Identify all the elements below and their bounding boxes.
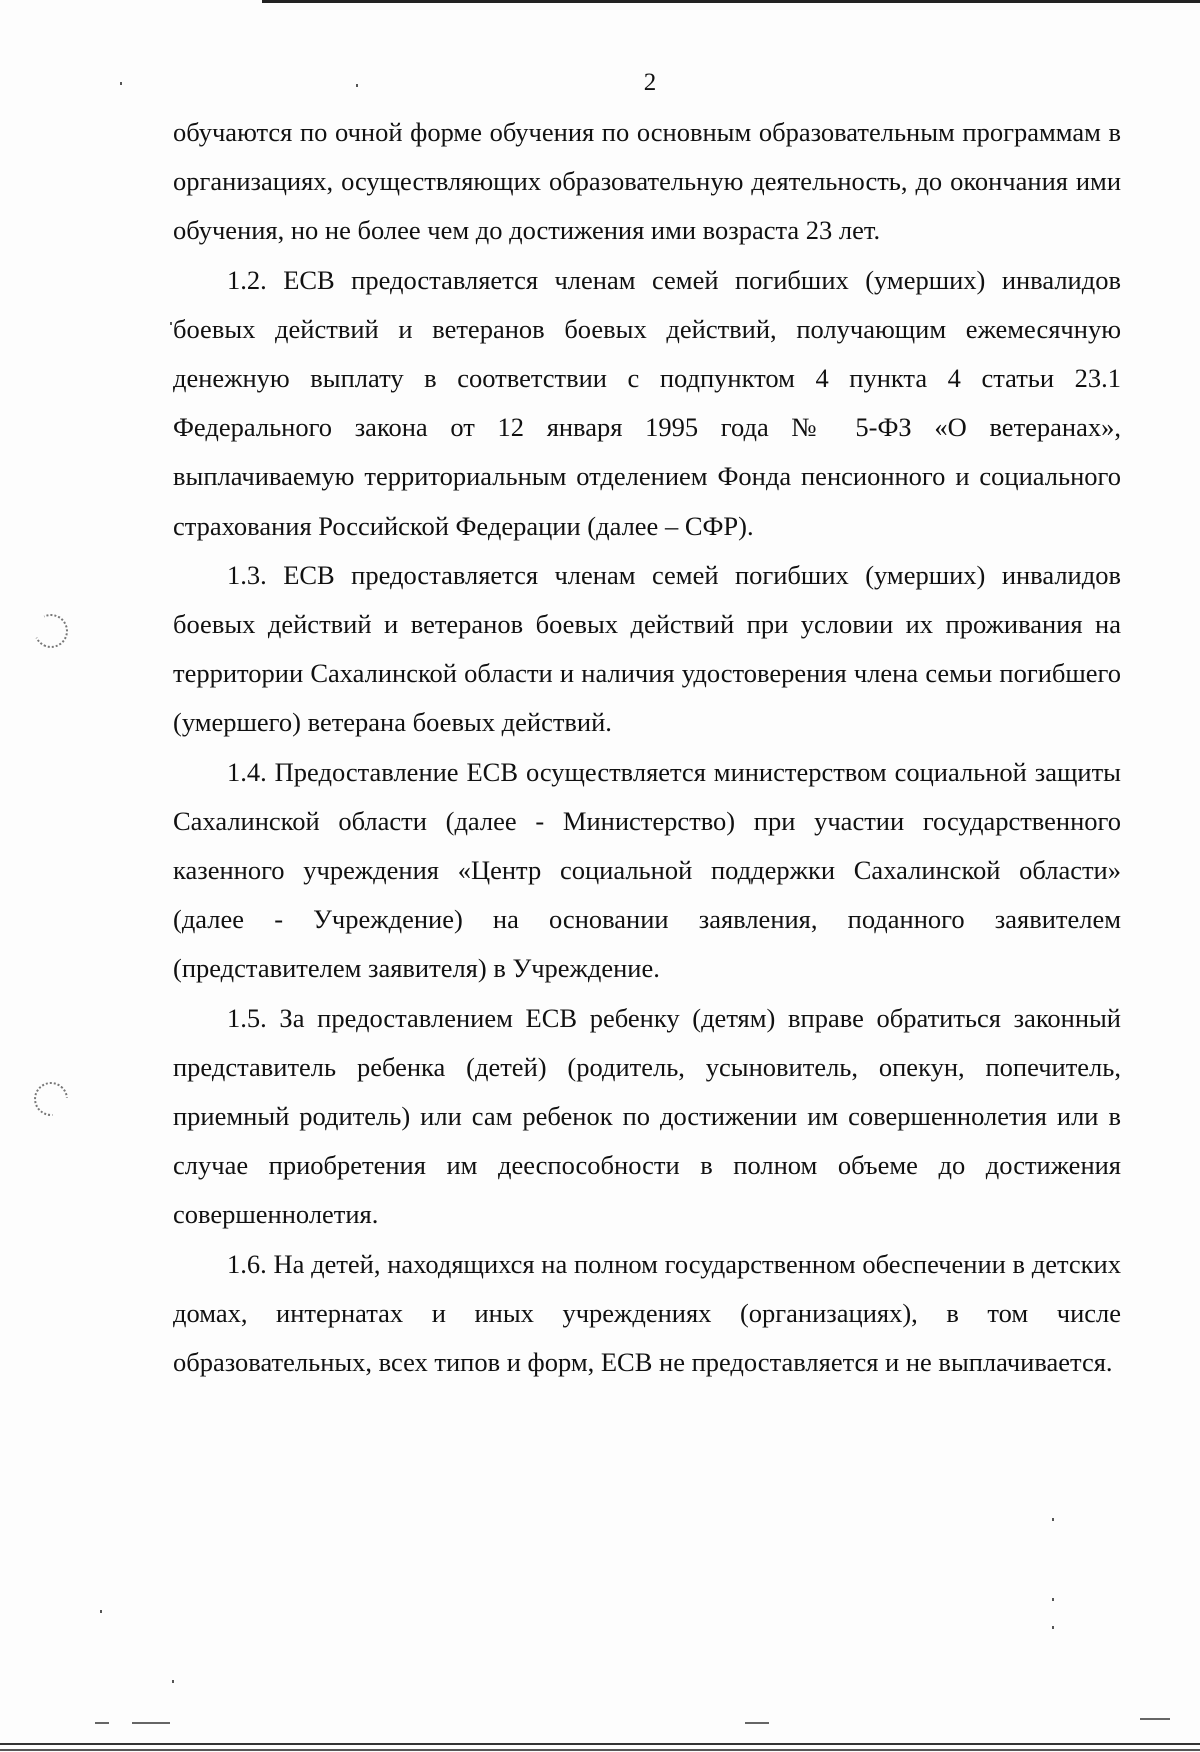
scan-dash	[132, 1722, 170, 1724]
bottom-edge-rule	[0, 1749, 1200, 1751]
paragraph-1-5: 1.5. За предоставлением ЕСВ ребенку (детям) вправе обратиться законный представитель ребенка (детей) (родитель, усыновитель, опекун, попечитель, приемный родитель) или сам ребенок по достижении им совершеннолетия или в случае приобретения им дееспособности в полном объеме до достижения совершеннолетия.	[173, 1002, 1121, 1230]
scan-speck	[1052, 1598, 1054, 1601]
page-number: 2	[643, 69, 657, 96]
scan-dash	[1140, 1718, 1170, 1720]
punch-hole-mark	[27, 1075, 75, 1123]
scan-dash	[95, 1722, 109, 1724]
scan-speck	[1052, 1626, 1054, 1629]
paragraph-1-6: 1.6. На детей, находящихся на полном государственном обеспечении в детских домах, интернатах и иных учреждениях (организациях), в том числе образовательных, всех типов и форм, ЕСВ не предоставляется и не выплачивается.	[173, 1248, 1121, 1378]
document-body	[173, 108, 1121, 1387]
scan-speck	[172, 1680, 174, 1683]
scan-speck	[1052, 1518, 1054, 1521]
bottom-edge-rule	[0, 1743, 1200, 1745]
scan-speck	[170, 322, 172, 325]
punch-hole-mark	[29, 609, 73, 653]
scan-speck	[100, 1610, 102, 1613]
scan-speck	[356, 84, 358, 87]
paragraph-continuation: обучаются по очной форме обучения по основным образовательным программам в организациях, осуществляющих образовательную деятельность, до окончания ими обучения, но не более чем до достижения ими возраста 23 лет.	[173, 117, 1121, 246]
paragraph-1-2: 1.2. ЕСВ предоставляется членам семей погибших (умерших) инвалидов боевых действий и ветеранов боевых действий, получающим ежемесячную денежную выплату в соответствии с подпунктом 4 пункта 4 статьи 23.1 Федерального закона от 12 января 1995 года № 5-ФЗ «О ветеранах», выплачиваемую территориальным отделением Фонда пенсионного и социального страхования Российской Федерации (далее – СФР).	[173, 264, 1121, 541]
scan-dash	[745, 1722, 769, 1724]
top-edge-rule	[262, 0, 1200, 3]
paragraph-1-3: 1.3. ЕСВ предоставляется членам семей погибших (умерших) инвалидов боевых действий и ветеранов боевых действий при условии их проживания на территории Сахалинской области и наличия удостоверения члена семьи погибшего (умершего) ветерана боевых действий.	[173, 559, 1121, 738]
scan-speck	[120, 82, 122, 85]
paragraph-1-4: 1.4. Предоставление ЕСВ осуществляется министерством социальной защиты Сахалинской области (далее - Министерство) при участии государственного казенного учреждения «Центр социальной поддержки Сахалинской области» (далее - Учреждение) на основании заявления, поданного заявителем (представителем заявителя) в Учреждение.	[173, 756, 1121, 984]
